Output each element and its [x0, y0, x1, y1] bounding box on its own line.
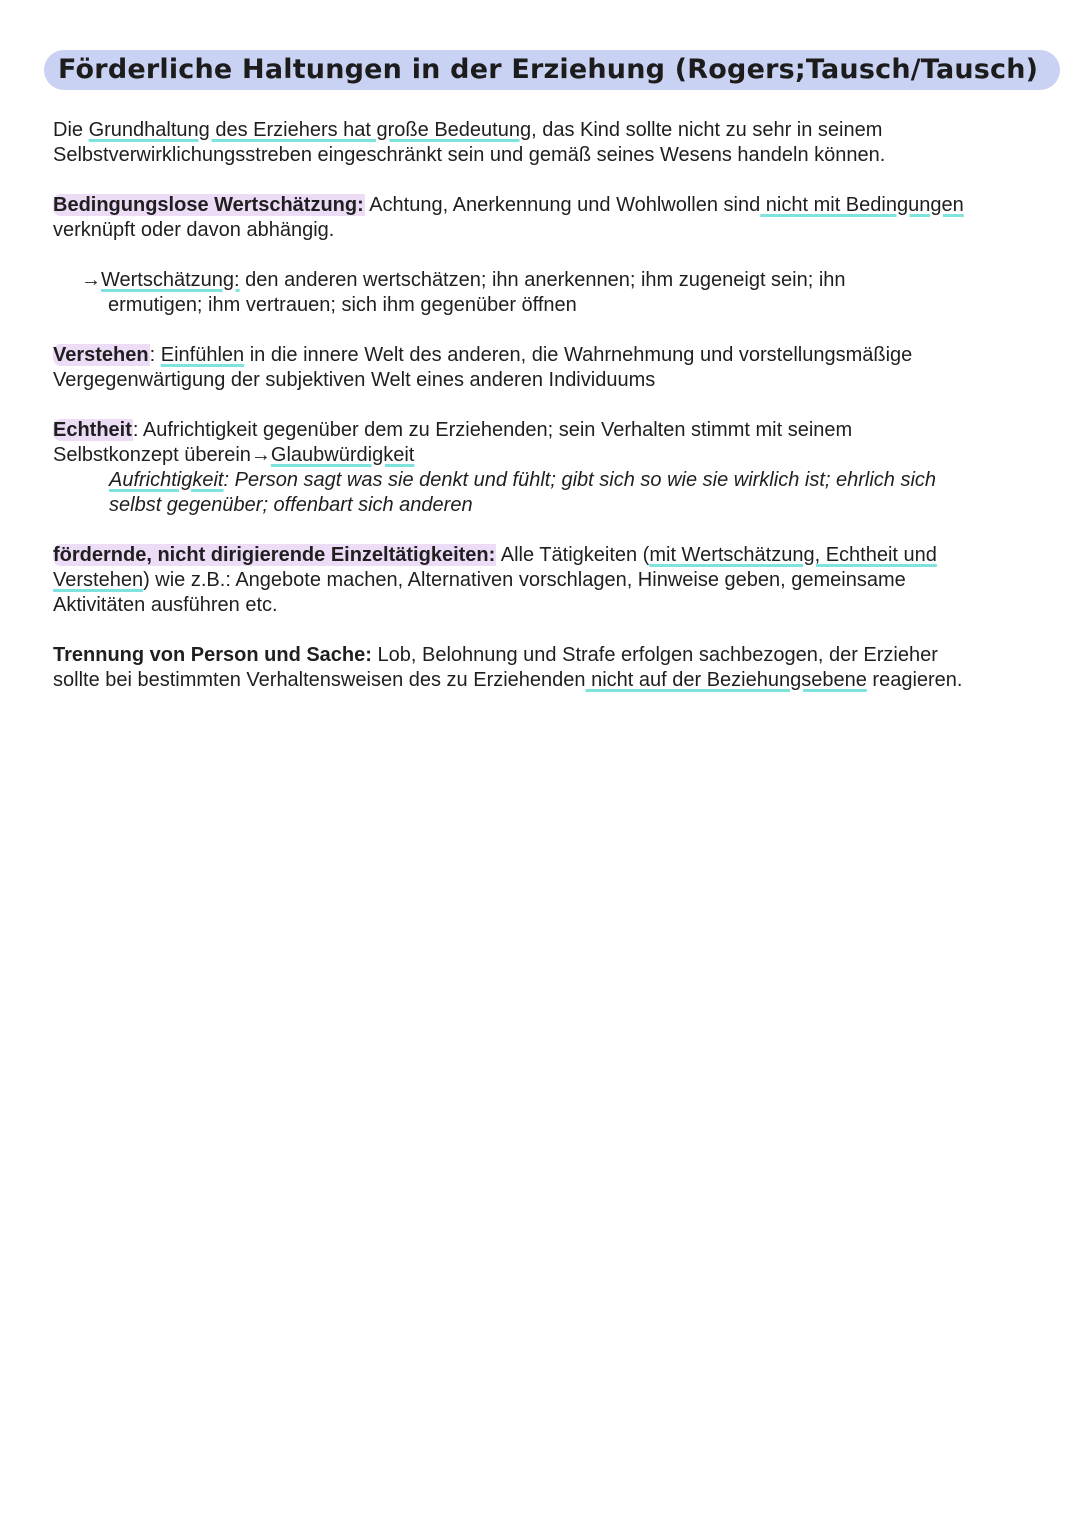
- einzeltaetigkeiten-text-3: Aktivitäten ausführen etc.: [53, 594, 278, 616]
- echtheit-text-1: : Aufrichtigkeit gegenüber dem zu Erziehenden; sein Verhalten stimmt mit seinem: [132, 419, 853, 441]
- page-title: Förderliche Haltungen in der Erziehung (Rogers;Tausch/Tausch): [44, 50, 1060, 90]
- echtheit-detail-text-1: : Person sagt was sie denkt und fühlt; gibt sich so wie sie wirklich ist; ehrlich sich: [223, 469, 937, 491]
- einzeltaetigkeiten-text-1: Alle Tätigkeiten (: [496, 544, 650, 566]
- wertschaetzung-text-2: verknüpft oder davon abhängig.: [53, 219, 335, 241]
- echtheit-detail-underline: Aufrichtigkeit: [109, 469, 224, 491]
- verstehen-underline: Einfühlen: [160, 344, 245, 366]
- title-wrap: [44, 50, 1060, 90]
- trennung-text-1: Lob, Belohnung und Strafe erfolgen sachbezogen, der Erzieher: [371, 644, 938, 666]
- wertschaetzung-term: Bedingungslose Wertschätzung:: [53, 194, 364, 216]
- trennung-paragraph: [53, 643, 1053, 693]
- wertschaetzung-text-1: Achtung, Anerkennung und Wohlwollen sind: [364, 194, 761, 216]
- wertschaetzung-detail-text-2: ermutigen; ihm vertrauen; sich ihm gegenüber öffnen: [108, 294, 577, 316]
- einzeltaetigkeiten-underline-1: mit Wertschätzung, Echtheit und: [649, 544, 937, 566]
- wertschaetzung-detail: [53, 268, 1053, 318]
- echtheit-detail: [53, 468, 1053, 518]
- intro-text-1: Die: [53, 119, 89, 141]
- verstehen-paragraph: [53, 343, 1053, 393]
- content: [53, 118, 1053, 718]
- einzeltaetigkeiten-underline-2: Verstehen: [53, 569, 144, 591]
- trennung-underline: nicht auf der Beziehungsebene: [585, 669, 867, 691]
- echtheit-text-2: Selbstkonzept überein→: [53, 444, 271, 466]
- wertschaetzung-underline: nicht mit Bedingungen: [760, 194, 964, 216]
- intro-underline: Grundhaltung des Erziehers hat große Bedeutung: [88, 119, 532, 141]
- intro-paragraph: [53, 118, 1053, 168]
- verstehen-text-1: in die innere Welt des anderen, die Wahrnehmung und vorstellungsmäßige: [244, 344, 913, 366]
- einzeltaetigkeiten-term: fördernde, nicht dirigierende Einzeltätigkeiten:: [53, 544, 496, 566]
- trennung-text-2: sollte bei bestimmten Verhaltensweisen des zu Erziehenden: [53, 669, 586, 691]
- trennung-text-3: reagieren.: [866, 669, 963, 691]
- intro-text-3: Selbstverwirklichungsstreben eingeschränkt sein und gemäß seines Wesens handeln können.: [53, 144, 886, 166]
- wertschaetzung-detail-underline: Wertschätzung:: [101, 269, 240, 291]
- einzeltaetigkeiten-text-2: ) wie z.B.: Angebote machen, Alternativen vorschlagen, Hinweise geben, gemeinsame: [143, 569, 906, 591]
- wertschaetzung-detail-text-1: den anderen wertschätzen; ihn anerkennen; ihm zugeneigt sein; ihn: [239, 269, 846, 291]
- verstehen-text-2: Vergegenwärtigung der subjektiven Welt eines anderen Individuums: [53, 369, 656, 391]
- intro-text-2: , das Kind sollte nicht zu sehr in seinem: [531, 119, 883, 141]
- verstehen-colon: :: [149, 344, 161, 366]
- wertschaetzung-paragraph: [53, 193, 1053, 243]
- echtheit-detail-text-2: selbst gegenüber; offenbart sich anderen: [109, 494, 473, 516]
- echtheit-underline: Glaubwürdigkeit: [270, 444, 415, 466]
- einzeltaetigkeiten-paragraph: [53, 543, 1053, 618]
- verstehen-term: Verstehen: [53, 344, 149, 366]
- trennung-term: Trennung von Person und Sache:: [53, 644, 372, 666]
- echtheit-term: Echtheit: [53, 419, 132, 441]
- echtheit-paragraph: [53, 418, 1053, 468]
- arrow-icon: →: [81, 269, 101, 291]
